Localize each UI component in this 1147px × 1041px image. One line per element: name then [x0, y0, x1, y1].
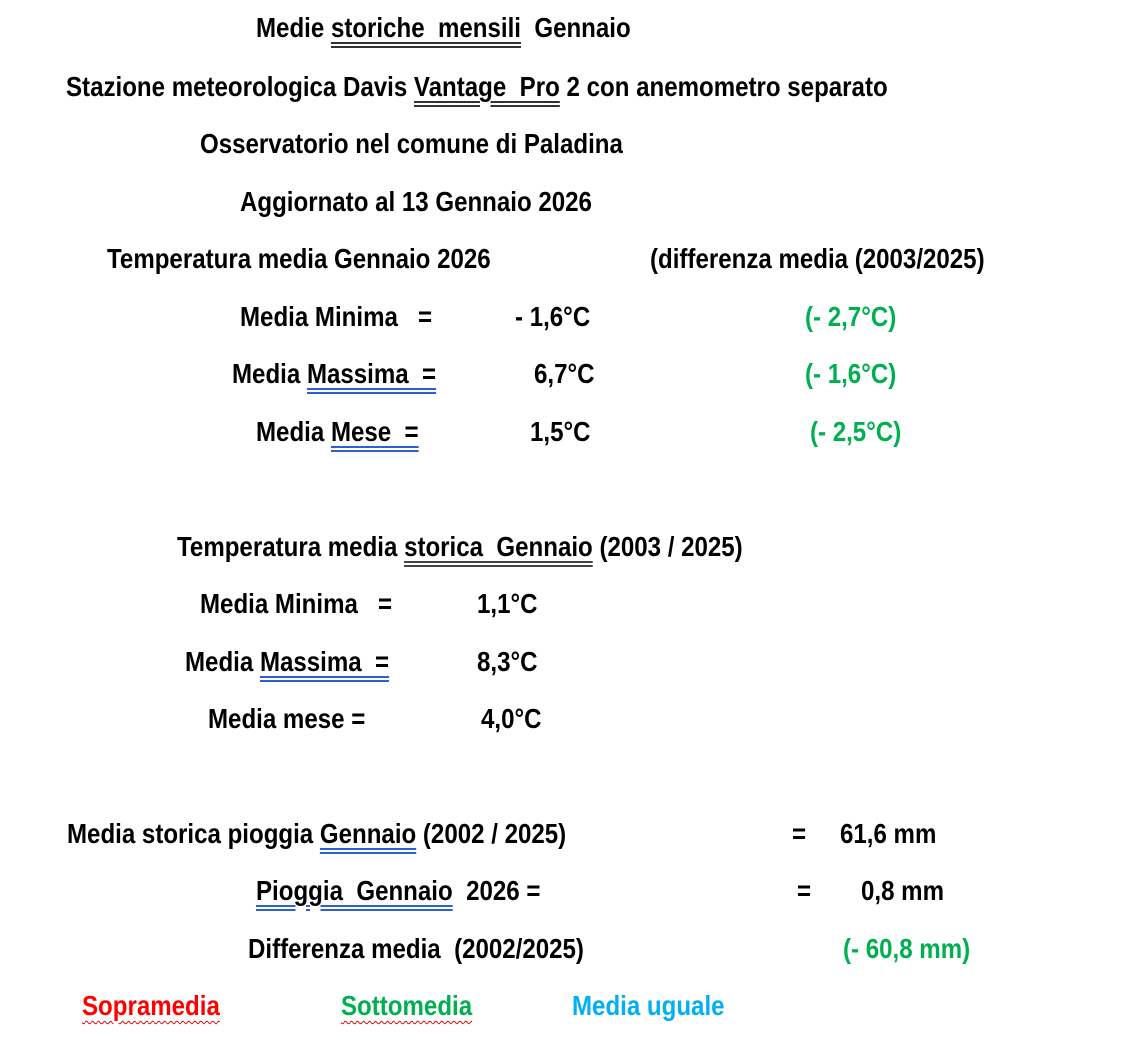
- diff-heading: (differenza media (2003/2025): [650, 243, 985, 274]
- rain-historical-value: 61,6 mm: [840, 818, 937, 849]
- label: Media storica pioggia: [67, 818, 320, 849]
- title-part: Medie: [256, 12, 331, 43]
- current-max-value: 6,7°C: [534, 358, 595, 389]
- historical-max-label: [185, 648, 389, 676]
- rain-current-value: 0,8 mm: [861, 875, 944, 906]
- current-min-diff: (- 2,7°C): [805, 301, 897, 332]
- historical-min-label: [200, 590, 392, 618]
- current-mean-diff: (- 2,5°C): [810, 416, 902, 447]
- current-max-diff: (- 1,6°C): [805, 358, 897, 389]
- label: Media: [232, 358, 307, 389]
- historical-mean-label: Media mese =: [208, 703, 366, 734]
- label: (2002 / 2025): [416, 818, 567, 849]
- page-title: [256, 14, 631, 42]
- label: 2026 =: [452, 875, 541, 906]
- current-heading: Temperatura media Gennaio 2026: [107, 243, 491, 274]
- heading-part: Temperatura media: [177, 531, 405, 562]
- station-part: Vantage Pro: [413, 71, 560, 102]
- label: Media Minima: [200, 588, 358, 619]
- rain-historical-equals: =: [792, 818, 807, 849]
- label: Media Minima: [240, 301, 398, 332]
- rain-current-label: [256, 877, 540, 905]
- current-mean-label: [256, 418, 419, 446]
- label: Massima =: [306, 358, 437, 389]
- heading-part: storica Gennaio: [404, 531, 593, 562]
- current-max-label: [232, 360, 436, 388]
- label: Massima =: [259, 646, 390, 677]
- station-part: Stazione meteorologica Davis: [66, 71, 414, 102]
- rain-historical-label: [67, 820, 566, 848]
- historical-min-value: 1,1°C: [477, 588, 538, 619]
- rain-current-equals: =: [797, 875, 812, 906]
- label: Gennaio: [319, 818, 417, 849]
- historical-heading: [177, 533, 743, 561]
- station-line: [66, 73, 888, 101]
- equals: =: [377, 588, 393, 619]
- observatory-line: Osservatorio nel comune di Paladina: [200, 128, 623, 159]
- equals: =: [417, 301, 433, 332]
- updated-line: Aggiornato al 13 Gennaio 2026: [240, 186, 592, 217]
- rain-diff-label: Differenza media (2002/2025): [248, 933, 584, 964]
- title-part: storiche mensili: [330, 12, 521, 43]
- historical-mean-value: 4,0°C: [481, 703, 542, 734]
- current-min-label: [240, 303, 432, 331]
- label: Media: [185, 646, 260, 677]
- historical-max-value: 8,3°C: [477, 646, 538, 677]
- legend-below-average: [341, 992, 472, 1020]
- legend-label: Sottomedia: [341, 990, 473, 1021]
- heading-part: (2003 / 2025): [592, 531, 743, 562]
- rain-diff-value: (- 60,8 mm): [843, 933, 971, 964]
- legend-above-average: [82, 992, 220, 1020]
- current-min-value: - 1,6°C: [515, 301, 591, 332]
- legend-equal-average: Media uguale: [572, 990, 725, 1021]
- label: Mese =: [330, 416, 419, 447]
- station-part: 2 con anemometro separato: [559, 71, 888, 102]
- label: Pioggia Gennaio: [256, 875, 453, 906]
- label: Media: [256, 416, 331, 447]
- title-part: Gennaio: [520, 12, 631, 43]
- legend-label: Sopramedia: [82, 990, 220, 1021]
- current-mean-value: 1,5°C: [530, 416, 591, 447]
